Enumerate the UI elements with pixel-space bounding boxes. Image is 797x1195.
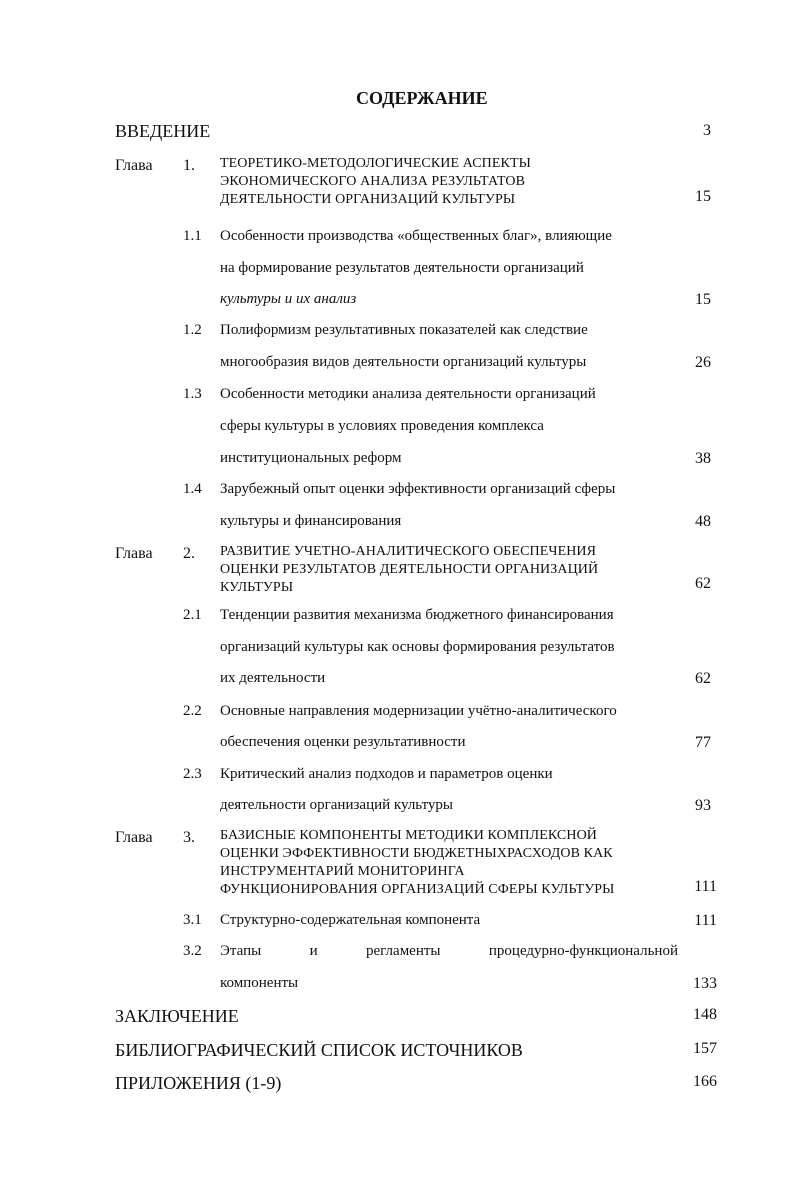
section-2-3-page: 93 — [695, 797, 711, 814]
section-3-2-word: Этапы — [220, 943, 262, 959]
section-2-3-line: Критический анализ подходов и параметров оценки — [220, 766, 553, 782]
section-1-1-line: на формирование результатов деятельности организаций — [220, 260, 584, 276]
chapter-2-title-line: КУЛЬТУРЫ — [220, 580, 294, 595]
section-2-3-number: 2.3 — [183, 766, 202, 782]
chapter-3-number: 3. — [183, 829, 195, 846]
chapter-3-page: 111 — [694, 878, 717, 895]
section-1-3-line: институциональных реформ — [220, 450, 402, 466]
section-3-2-word: процедурно-функциональной — [488, 943, 678, 959]
section-3-2-justified-line — [220, 943, 678, 960]
chapter-2-page: 62 — [695, 575, 711, 592]
section-1-1-page: 15 — [695, 291, 711, 308]
section-1-4-line: Зарубежный опыт оценки эффективности организаций сферы — [220, 481, 616, 497]
chapter-1-title-line: ЭКОНОМИЧЕСКОГО АНАЛИЗА РЕЗУЛЬТАТОВ — [220, 174, 526, 189]
section-1-4-line: культуры и финансирования — [220, 513, 402, 529]
section-1-3-page: 38 — [695, 450, 711, 467]
chapter-3-title-line: ИНСТРУМЕНТАРИЙ МОНИТОРИНГА — [220, 864, 465, 879]
toc-conclusion-page: 148 — [693, 1006, 717, 1023]
chapter-2-word: Глава — [115, 545, 153, 562]
chapter-3-title-line: ФУНКЦИОНИРОВАНИЯ ОРГАНИЗАЦИЙ СФЕРЫ КУЛЬТУРЫ — [220, 882, 615, 897]
section-1-3-line: Особенности методики анализа деятельности организаций — [220, 386, 596, 402]
section-2-2-page: 77 — [695, 734, 711, 751]
chapter-1-word: Глава — [115, 157, 153, 174]
section-1-2-line: многообразия видов деятельности организаций культуры — [220, 354, 587, 370]
section-3-2-number: 3.2 — [183, 943, 202, 959]
chapter-1-page: 15 — [695, 188, 711, 205]
section-2-3-line: деятельности организаций культуры — [220, 797, 454, 813]
section-1-4-page: 48 — [695, 513, 711, 530]
section-2-2-line: обеспечения оценки результативности — [220, 734, 466, 750]
page-title: СОДЕРЖАНИЕ — [356, 88, 488, 108]
toc-appendices-page: 166 — [693, 1073, 717, 1090]
section-3-1-line: Структурно-содержательная компонента — [220, 912, 481, 928]
section-2-1-line: Тенденции развития механизма бюджетного финансирования — [220, 607, 614, 623]
toc-bibliography-label: БИБЛИОГРАФИЧЕСКИЙ СПИСОК ИСТОЧНИКОВ — [115, 1040, 523, 1060]
section-1-3-line: сферы культуры в условиях проведения комплекса — [220, 418, 544, 434]
chapter-2-number: 2. — [183, 545, 195, 562]
toc-intro-label: ВВЕДЕНИЕ — [115, 121, 211, 141]
toc-conclusion-label: ЗАКЛЮЧЕНИЕ — [115, 1006, 239, 1026]
section-3-2-page: 133 — [693, 975, 717, 992]
chapter-1-number: 1. — [183, 157, 195, 174]
chapter-3-word: Глава — [115, 829, 153, 846]
section-3-2-word: регламенты — [366, 943, 441, 959]
section-3-2-word: и — [309, 943, 318, 959]
section-1-2-number: 1.2 — [183, 322, 202, 338]
section-2-2-line: Основные направления модернизации учётно-аналитического — [220, 703, 617, 719]
section-3-2-line: компоненты — [220, 975, 299, 991]
section-1-1-number: 1.1 — [183, 228, 202, 244]
section-1-1-line: Особенности производства «общественных благ», влияющие — [220, 228, 612, 244]
section-1-2-page: 26 — [695, 354, 711, 371]
section-2-1-page: 62 — [695, 670, 711, 687]
toc-appendices-label: ПРИЛОЖЕНИЯ (1-9) — [115, 1073, 282, 1093]
section-2-2-number: 2.2 — [183, 703, 202, 719]
section-2-1-line: их деятельности — [220, 670, 326, 686]
section-2-1-line: организаций культуры как основы формирования результатов — [220, 639, 615, 655]
toc-bibliography-page: 157 — [693, 1040, 717, 1057]
section-1-1-line: культуры и их анализ — [220, 291, 357, 307]
chapter-1-title-line: ДЕЯТЕЛЬНОСТИ ОРГАНИЗАЦИЙ КУЛЬТУРЫ — [220, 192, 516, 207]
section-1-2-line: Полиформизм результативных показателей как следствие — [220, 322, 588, 338]
section-2-1-number: 2.1 — [183, 607, 202, 623]
chapter-3-title-line: ОЦЕНКИ ЭФФЕКТИВНОСТИ БЮДЖЕТНЫХРАСХОДОВ КАК — [220, 846, 613, 861]
section-3-1-page: 111 — [694, 912, 717, 929]
chapter-2-title-line: РАЗВИТИЕ УЧЕТНО-АНАЛИТИЧЕСКОГО ОБЕСПЕЧЕНИЯ — [220, 544, 597, 559]
toc-intro-page: 3 — [703, 122, 711, 139]
section-1-4-number: 1.4 — [183, 481, 202, 497]
chapter-3-title-line: БАЗИСНЫЕ КОМПОНЕНТЫ МЕТОДИКИ КОМПЛЕКСНОЙ — [220, 828, 598, 843]
chapter-1-title-line: ТЕОРЕТИКО-МЕТОДОЛОГИЧЕСКИЕ АСПЕКТЫ — [220, 156, 531, 171]
section-1-3-number: 1.3 — [183, 386, 202, 402]
section-3-1-number: 3.1 — [183, 912, 202, 928]
chapter-2-title-line: ОЦЕНКИ РЕЗУЛЬТАТОВ ДЕЯТЕЛЬНОСТИ ОРГАНИЗАЦИЙ — [220, 562, 599, 577]
